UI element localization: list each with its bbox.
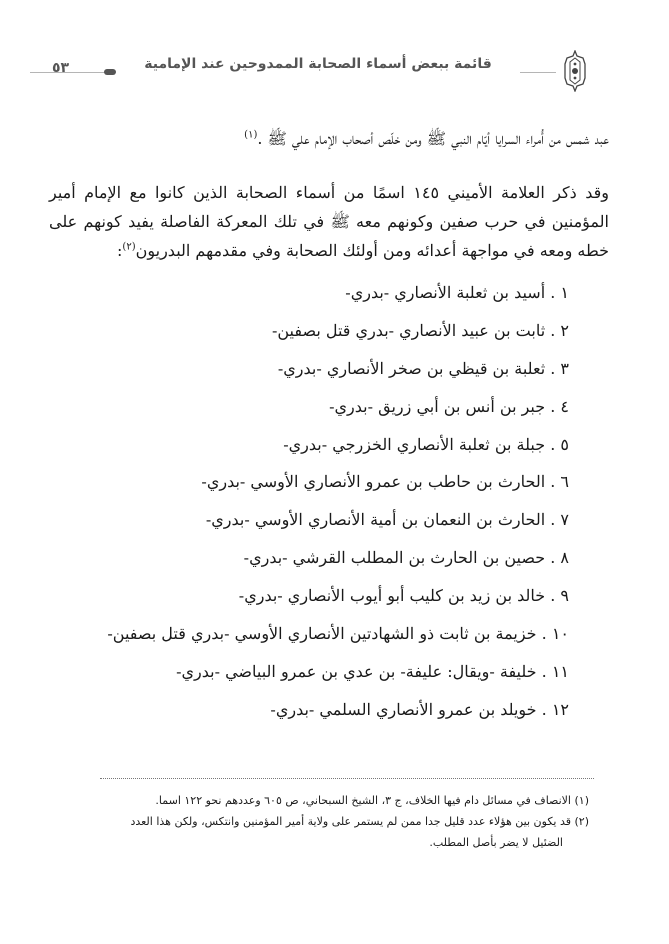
footnote-marker: (٢) [574,815,589,828]
list-item: ٥ . جبلة بن ثعلبة الأنصاري الخزرجي -بدري- [283,434,569,454]
list-item: ٣ . ثعلبة بن قيظي بن صخر الأنصاري -بدري- [277,358,569,378]
header-ornament-icon [562,50,588,92]
list-item: ٤ . جبر بن أنس بن أبي زريق -بدري- [329,396,569,416]
list-item: ١١ . خليفة -ويقال: عليفة- بن عدي بن عمرو البياضي -بدري- [176,661,569,681]
companions-list [69,274,569,729]
header-rule-right [520,72,556,73]
list-item: ٧ . الحارث بن النعمان بن أمية الأنصاري الأوسي -بدري- [205,510,569,530]
list-item: ٢ . ثابت بن عبيد الأنصاري -بدري قتل بصفين- [271,320,569,340]
list-item: ١ . أسيد بن ثعلبة الأنصاري -بدري- [345,283,569,302]
footnote-ref-1: (١) [244,129,258,141]
list-item: ٦ . الحارث بن حاطب بن عمرو الأنصاري الأوسي -بدري- [201,472,569,492]
footnote-2-continuation: الضئيل لا يضر بأصل المطلب. [429,836,563,849]
intro-text: عبد شمس من أُمراء السرايا أيّام النبي ﷺ ومن خلّص أصحاب الإمام علي ﷺ . [257,129,609,148]
intro-line [49,124,609,153]
page-number-dash [104,69,116,75]
footnote-1 [69,790,589,811]
footnote-divider [100,778,594,779]
list-item: ٩ . خالد بن زيد بن كليب أبو أيوب الأنصاري -بدري- [238,586,569,606]
footnote-marker: (١) [574,794,589,807]
footnote-2 [69,811,589,832]
list-item: ١٠ . خزيمة بن ثابت ذو الشهادتين الأنصاري الأوسي -بدري قتل بصفين- [107,624,569,644]
footnote-text: الانصاف في مسائل دام فيها الخلاف، ج ٣، الشيخ السبحاني، ص ٦٠٥ وعددهم نحو ١٢٢ اسما. [155,794,571,807]
paragraph-end: : [117,241,123,260]
footnote-text: قد يكون بين هؤلاء عدد قليل جدا ممن لم يستمر على ولاية أمير المؤمنين وانتكس، ولكن هذا العدد [130,815,571,828]
list-item: ٨ . حصين بن الحارث بن المطلب القرشي -بدري- [243,548,569,568]
body-paragraph [49,178,609,265]
footnote-ref-2: (٢) [122,241,136,253]
running-title: قائمة ببعض أسماء الصحابة الممدوحين عند الإمامية [144,56,492,72]
paragraph-text: وقد ذكر العلامة الأميني ١٤٥ اسمًا من أسماء الصحابة الذين كانوا مع الإمام أمير المؤمنين في حرب صفين وكونهم معه ﷺ في تلك المعركة الفاصلة يفيد كونهم على خطه ومعه في مواجهة أعدائه ومن أولئك الصحابة وفي مقدمهم البدريون [49,183,609,260]
footnotes [69,790,589,853]
page-number: ٥٣ [52,60,70,76]
list-item: ١٢ . خويلد بن عمرو الأنصاري السلمي -بدري- [270,699,569,719]
